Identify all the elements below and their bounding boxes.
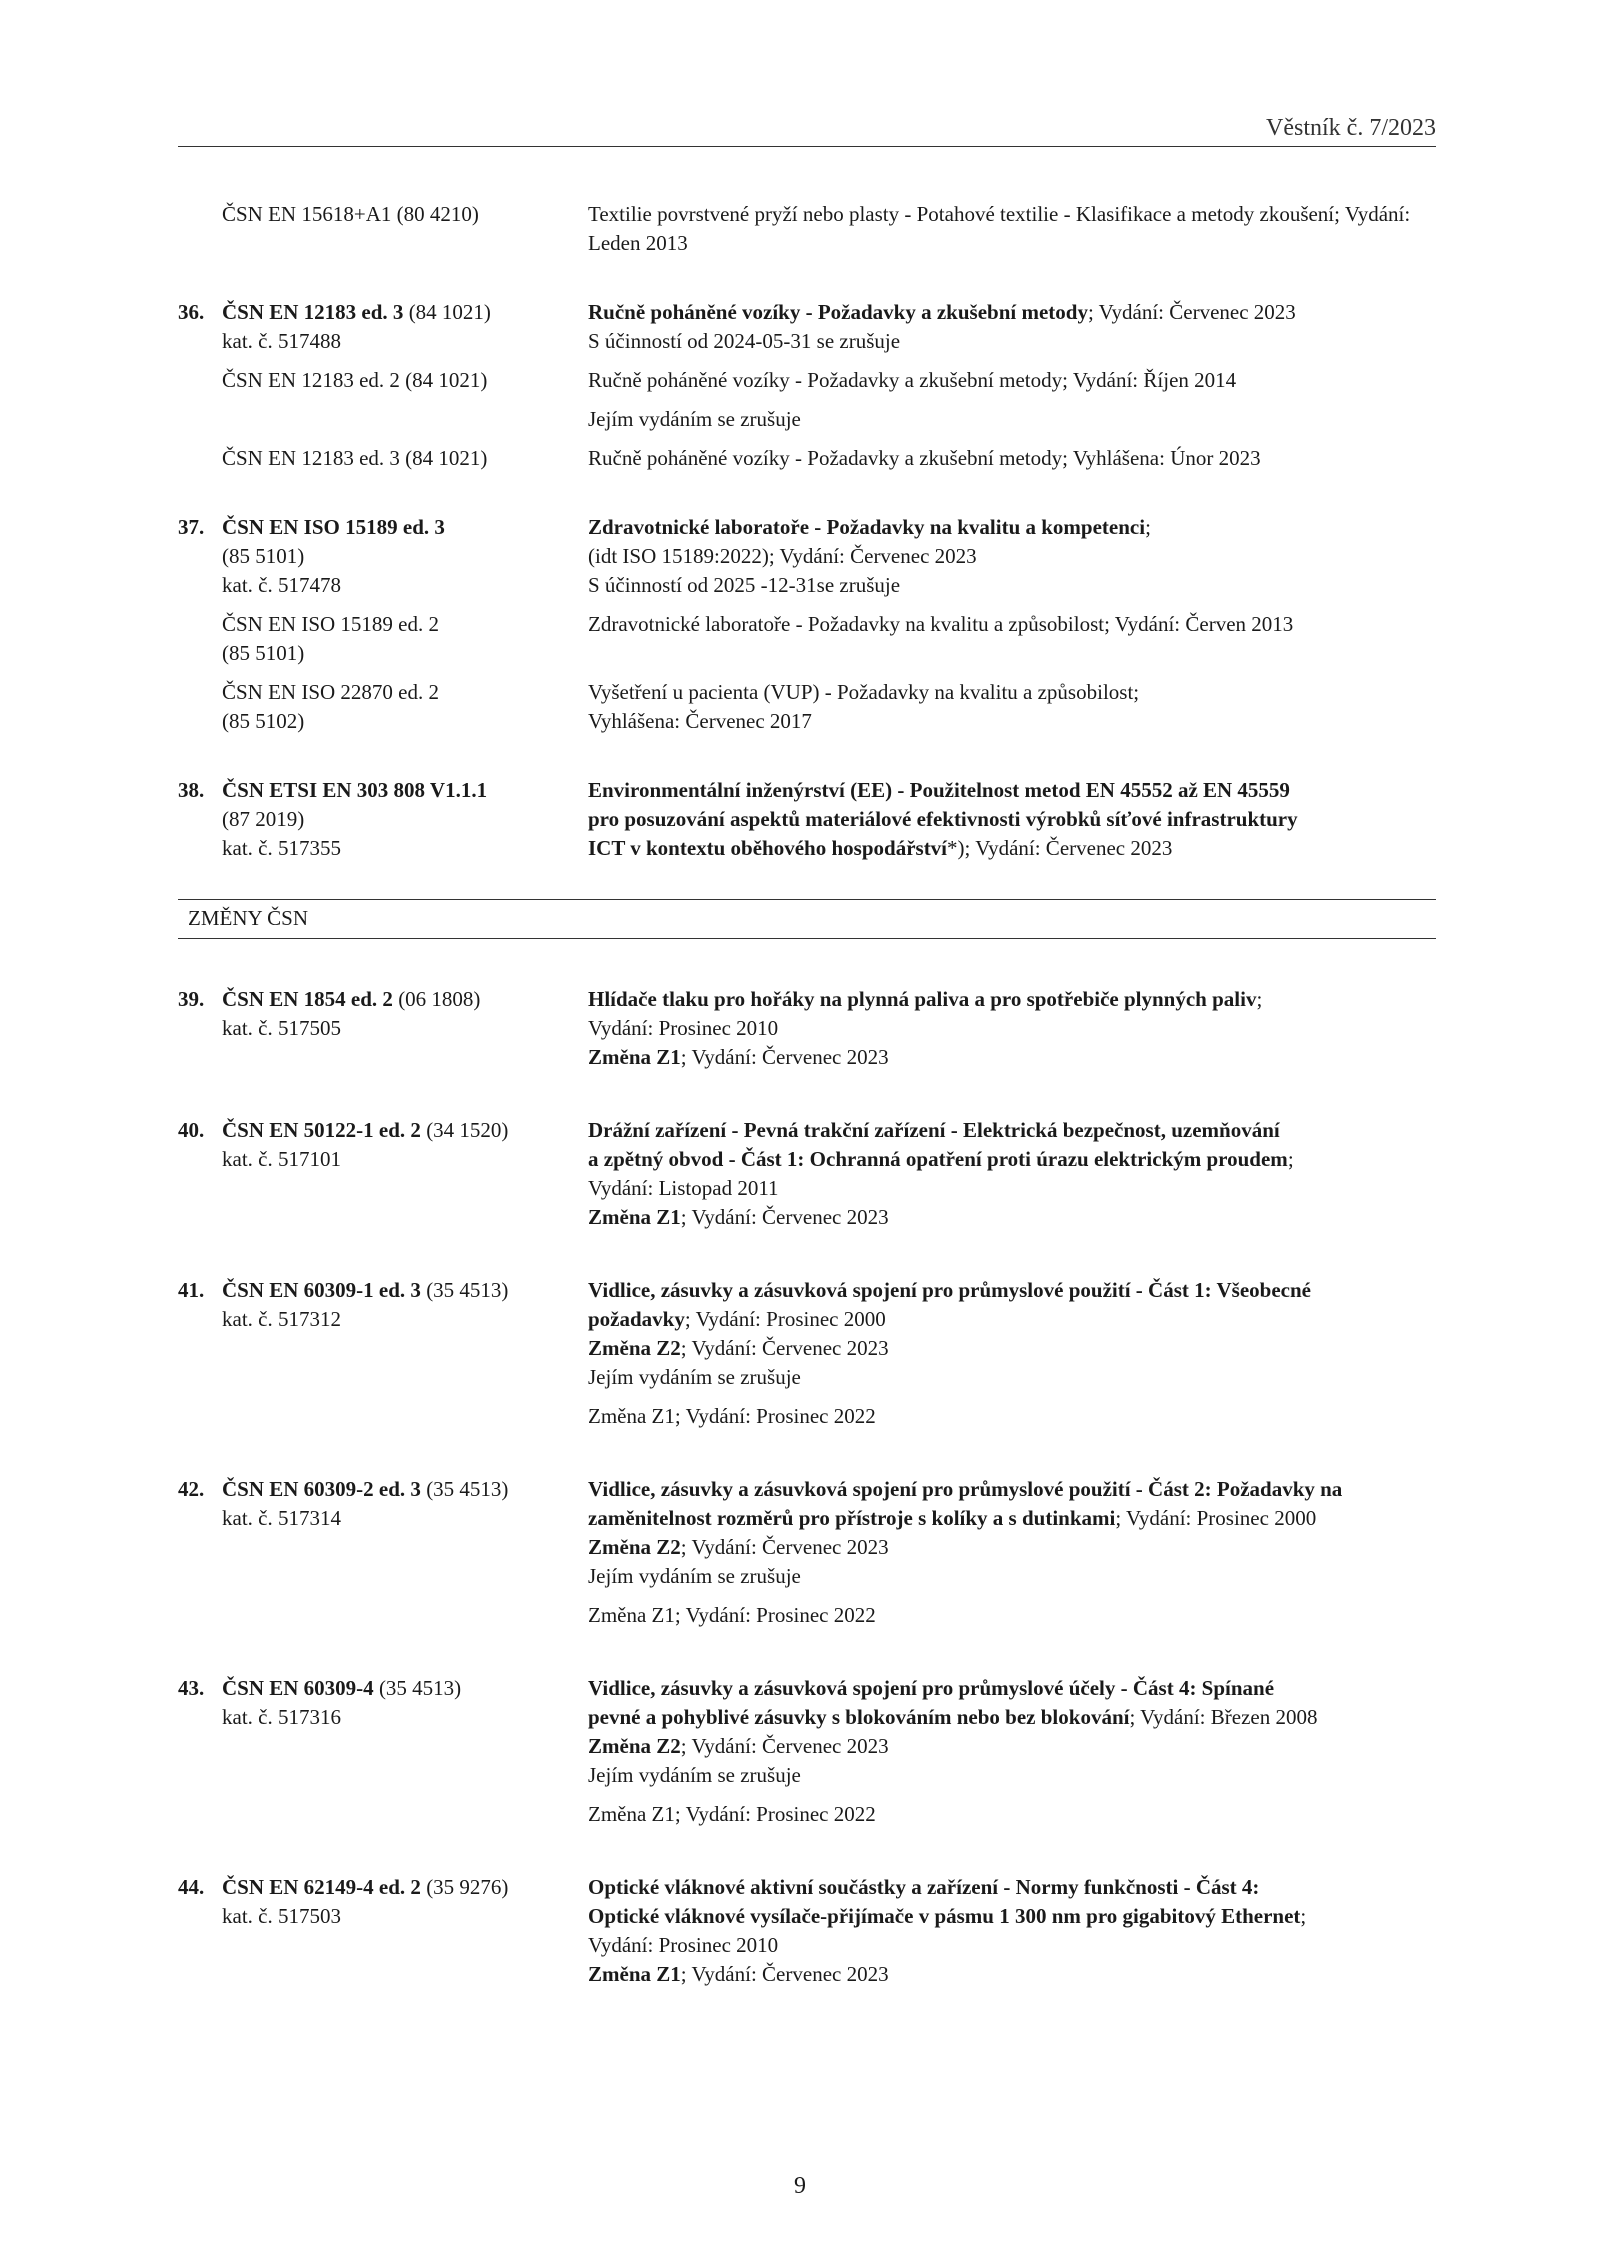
issue-date: Vydání: Prosinec 2010	[588, 1933, 779, 1957]
class-code: (85 5102)	[222, 709, 305, 733]
standard-title: pro posuzování aspektů materiálové efektivnosti výrobků síťové infrastruktury	[588, 807, 1298, 831]
standard-code: ČSN EN 62149-4 ed. 2	[222, 1875, 421, 1899]
effect-note: S účinností od 2025 -12-31se zrušuje	[588, 573, 901, 597]
entry-number: 42.	[178, 1477, 205, 1501]
list-item	[178, 1475, 1436, 1630]
replaced-standard: ČSN EN 12183 ed. 3 (84 1021)	[222, 446, 488, 470]
entry-number: 44.	[178, 1875, 205, 1899]
page-number: 9	[794, 2173, 806, 2199]
standard-title: Vidlice, zásuvky a zásuvková spojení pro průmyslové účely - Část 4: Spínané	[588, 1676, 1275, 1700]
change-date: ; Vydání: Červenec 2023	[680, 1962, 889, 1986]
standard-code: ČSN EN 15618+A1 (80 4210)	[222, 202, 479, 226]
standard-code: ČSN ETSI EN 303 808 V1.1.1	[222, 778, 488, 802]
standard-title: Ručně poháněné vozíky - Požadavky a zkušební metody	[588, 300, 1088, 324]
issue-date: Vydání: Listopad 2011	[588, 1176, 779, 1200]
entry-number: 40.	[178, 1118, 205, 1142]
standard-title: Optické vláknové vysílače-přijímače v pásmu 1 300 nm pro gigabitový Ethernet	[588, 1904, 1301, 1928]
separator: ;	[1300, 1904, 1307, 1928]
entry-number: 37.	[178, 515, 205, 539]
issue-date: Vydání: Prosinec 2010	[588, 1016, 779, 1040]
class-code: (35 9276)	[420, 1875, 509, 1899]
class-code: (34 1520)	[420, 1118, 509, 1142]
replaced-title: Ručně poháněné vozíky - Požadavky a zkušební metody; Vyhlášena: Únor 2023	[588, 446, 1261, 470]
standard-code: ČSN EN 50122-1 ed. 2	[222, 1118, 421, 1142]
change-label: Změna Z1	[588, 1045, 681, 1069]
change-label: Změna Z2	[588, 1734, 681, 1758]
standard-code: ČSN EN 60309-4	[222, 1676, 374, 1700]
effect-note: S účinností od 2024-05-31 se zrušuje	[588, 329, 901, 353]
class-code: (35 4513)	[420, 1477, 509, 1501]
replaced-change: Změna Z1; Vydání: Prosinec 2022	[588, 1603, 876, 1627]
list-item	[178, 1116, 1436, 1232]
effect-note: Jejím vydáním se zrušuje	[588, 1564, 801, 1588]
class-code: (84 1021)	[403, 300, 491, 324]
standard-title: Environmentální inženýrství (EE) - Použitelnost metod EN 45552 až EN 45559	[588, 778, 1290, 802]
change-date: ; Vydání: Červenec 2023	[680, 1205, 889, 1229]
issue-date: ; Vydání: Prosinec 2000	[1115, 1506, 1317, 1530]
list-item	[178, 298, 1436, 473]
separator: ;	[1256, 987, 1263, 1011]
replaced-standard: ČSN EN 12183 ed. 2 (84 1021)	[222, 368, 488, 392]
standard-code: ČSN EN 60309-1 ed. 3	[222, 1278, 421, 1302]
standard-title: Vidlice, zásuvky a zásuvková spojení pro průmyslové použití - Část 2: Požadavky na	[588, 1477, 1343, 1501]
journal-issue: Věstník č. 7/2023	[1266, 115, 1436, 141]
change-date: ; Vydání: Červenec 2023	[680, 1045, 889, 1069]
issue-date: ; Vydání: Prosinec 2000	[684, 1307, 886, 1331]
standard-title: Zdravotnické laboratoře - Požadavky na kvalitu a kompetenci	[588, 515, 1146, 539]
issue-date: (idt ISO 15189:2022); Vydání: Červenec 2023	[588, 544, 977, 568]
catalog-number: kat. č. 517503	[222, 1904, 341, 1928]
standard-code: ČSN EN 1854 ed. 2	[222, 987, 393, 1011]
standard-title: pevné a pohyblivé zásuvky s blokováním nebo bez blokování	[588, 1705, 1130, 1729]
catalog-number: kat. č. 517312	[222, 1307, 341, 1331]
issue-date: *); Vydání: Červenec 2023	[947, 836, 1173, 860]
catalog-number: kat. č. 517488	[222, 329, 341, 353]
catalog-number: kat. č. 517101	[222, 1147, 341, 1171]
change-label: Změna Z1	[588, 1962, 681, 1986]
change-date: ; Vydání: Červenec 2023	[680, 1535, 889, 1559]
replaced-title: Ručně poháněné vozíky - Požadavky a zkušební metody; Vydání: Říjen 2014	[588, 368, 1237, 392]
standard-title: požadavky	[588, 1307, 685, 1331]
list-item	[178, 513, 1436, 736]
issue-date: ; Vydání: Červenec 2023	[1087, 300, 1296, 324]
standard-title: Hlídače tlaku pro hořáky na plynná paliva a pro spotřebiče plynných paliv	[588, 987, 1257, 1011]
catalog-number: kat. č. 517505	[222, 1016, 341, 1040]
class-code: (85 5101)	[222, 544, 305, 568]
standard-title: ICT v kontextu oběhového hospodářství	[588, 836, 948, 860]
catalog-number: kat. č. 517316	[222, 1705, 341, 1729]
standard-code: ČSN EN ISO 15189 ed. 3	[222, 515, 445, 539]
effect-note: Jejím vydáním se zrušuje	[588, 1763, 801, 1787]
entry-number: 36.	[178, 300, 205, 324]
standard-title: a zpětný obvod - Část 1: Ochranná opatření proti úrazu elektrickým proudem	[588, 1147, 1288, 1171]
class-code: (87 2019)	[222, 807, 305, 831]
catalog-number: kat. č. 517314	[222, 1506, 341, 1530]
issue-date: Vyhlášena: Červenec 2017	[588, 709, 812, 733]
separator: ;	[1145, 515, 1151, 539]
class-code: (06 1808)	[392, 987, 481, 1011]
list-item	[178, 1276, 1436, 1431]
standard-title: Drážní zařízení - Pevná trakční zařízení - Elektrická bezpečnost, uzemňování	[588, 1118, 1280, 1142]
change-label: Změna Z2	[588, 1535, 681, 1559]
replaced-title: Zdravotnické laboratoře - Požadavky na kvalitu a způsobilost; Vydání: Červen 2013	[588, 612, 1294, 636]
standard-title: Textilie povrstvené pryží nebo plasty - Potahové textilie - Klasifikace a metody zkoušení; Vydání: Leden 2013	[588, 202, 1411, 255]
replaced-change: Změna Z1; Vydání: Prosinec 2022	[588, 1802, 876, 1826]
entry-number: 41.	[178, 1278, 205, 1302]
entry-number: 43.	[178, 1676, 205, 1700]
issue-date: ; Vydání: Březen 2008	[1129, 1705, 1318, 1729]
standard-title: Vidlice, zásuvky a zásuvková spojení pro průmyslové použití - Část 1: Všeobecné	[588, 1278, 1311, 1302]
separator: ;	[1287, 1147, 1294, 1171]
change-date: ; Vydání: Červenec 2023	[680, 1734, 889, 1758]
list-item	[178, 1674, 1436, 1829]
replaced-change: Změna Z1; Vydání: Prosinec 2022	[588, 1404, 876, 1428]
effect-note: Jejím vydáním se zrušuje	[588, 1365, 801, 1389]
list-item	[178, 776, 1436, 863]
list-item	[178, 985, 1436, 1072]
list-item	[178, 1873, 1436, 1989]
replaced-standard: ČSN EN ISO 22870 ed. 2	[222, 680, 440, 704]
catalog-number: kat. č. 517478	[222, 573, 341, 597]
page-header	[178, 108, 1436, 147]
class-code: (35 4513)	[373, 1676, 462, 1700]
standard-code: ČSN EN 60309-2 ed. 3	[222, 1477, 421, 1501]
change-date: ; Vydání: Červenec 2023	[680, 1336, 889, 1360]
list-item	[178, 200, 1436, 258]
section-title: ZMĚNY ČSN	[188, 906, 308, 930]
entry-number: 38.	[178, 778, 205, 802]
effect-note: Jejím vydáním se zrušuje	[588, 407, 801, 431]
standards-list	[178, 200, 1436, 2029]
change-label: Změna Z2	[588, 1336, 681, 1360]
catalog-number: kat. č. 517355	[222, 836, 341, 860]
standard-title: zaměnitelnost rozměrů pro přístroje s kolíky a s dutinkami	[588, 1506, 1116, 1530]
standard-code: ČSN EN 12183 ed. 3	[222, 300, 404, 324]
replaced-standard: ČSN EN ISO 15189 ed. 2	[222, 612, 440, 636]
class-code: (35 4513)	[420, 1278, 509, 1302]
replaced-title: Vyšetření u pacienta (VUP) - Požadavky na kvalitu a způsobilost;	[588, 680, 1140, 704]
class-code: (85 5101)	[222, 641, 305, 665]
change-label: Změna Z1	[588, 1205, 681, 1229]
section-heading	[178, 899, 1436, 939]
standard-title: Optické vláknové aktivní součástky a zařízení - Normy funkčnosti - Část 4:	[588, 1875, 1260, 1899]
entry-number: 39.	[178, 987, 205, 1011]
